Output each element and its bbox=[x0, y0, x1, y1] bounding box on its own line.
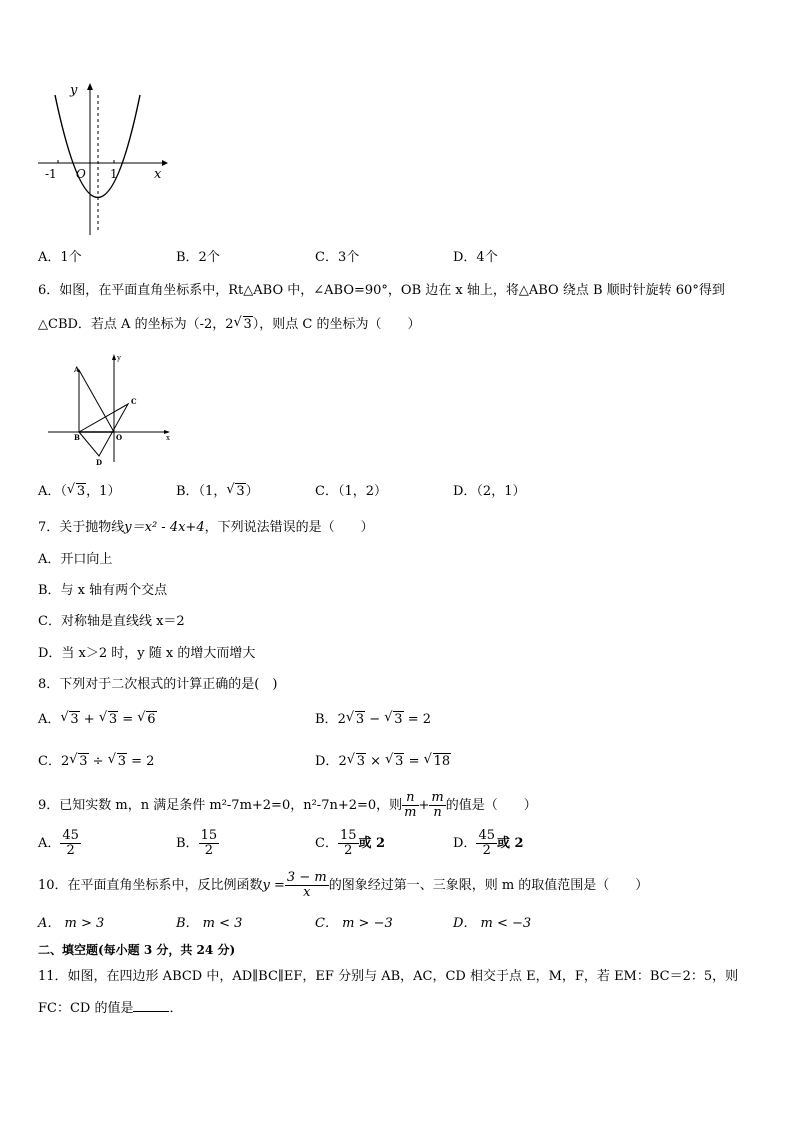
q9-choice-d: D． $\frac{45}{2}$ 或 2 bbox=[453, 828, 524, 858]
q6-label-x: x bbox=[166, 434, 170, 442]
q10-choice-a: A． m > 3 bbox=[38, 916, 105, 931]
q7-stem: 7．关于抛物线y＝x² - 4x+4，下列说法错误的是（ ） bbox=[38, 520, 374, 535]
q10-choice-d: D． m < −3 bbox=[453, 916, 532, 931]
q6-label-b: B bbox=[74, 433, 80, 442]
q8-choice-b: B．2 √ 3 − √ 3 = 2 bbox=[315, 710, 432, 727]
q5-choice-a: A．1个 bbox=[38, 250, 82, 265]
q6-line2-pre: △CBD．若点 A 的坐标为（-2，2 bbox=[38, 317, 234, 332]
q10-choice-b: B． m < 3 bbox=[176, 916, 243, 931]
q6-label-d: D bbox=[96, 458, 103, 467]
q7-choice-b: B．与 x 轴有两个交点 bbox=[38, 583, 168, 598]
q6-rotation-figure bbox=[44, 352, 174, 467]
q5-choice-c: C．3个 bbox=[315, 250, 360, 265]
q5-x-label: x bbox=[154, 167, 162, 182]
q11-stem-line2: FC：CD 的值是 ． bbox=[38, 1001, 183, 1016]
q5-choice-d: D．4个 bbox=[453, 250, 498, 265]
q9-choice-b: B． $\frac{15}{2}$ bbox=[176, 828, 218, 858]
q5-parabola-graph bbox=[30, 80, 170, 240]
q6-line2-post: ），则点 C 的坐标为（ ） bbox=[252, 317, 421, 332]
q5-neg1-label: -1 bbox=[45, 167, 57, 181]
q8-stem: 8．下列对于二次根式的计算正确的是( ) bbox=[38, 677, 278, 692]
q10-choice-c: C． m > −3 bbox=[315, 916, 393, 931]
q6-choice-d: D．（2，1） bbox=[453, 484, 526, 499]
q6-stem-line2 bbox=[38, 316, 421, 334]
q5-one-label: 1 bbox=[110, 167, 118, 181]
q7-choice-c: C．对称轴是直线线 x＝2 bbox=[38, 614, 185, 629]
q5-y-label: y bbox=[70, 83, 78, 98]
q11-answer-blank[interactable] bbox=[133, 999, 169, 1012]
q6-label-o: O bbox=[116, 433, 123, 442]
q6-stem-line1: 6．如图，在平面直角坐标系中，Rt△ABO 中，∠ABO=90°，OB 边在 x 轴上，将△ABO 绕点 B 顺时针旋转 60°得到 bbox=[38, 283, 725, 298]
q7-choice-d: D．当 x＞2 时，y 随 x 的增大而增大 bbox=[38, 646, 256, 661]
q6-label-c: C bbox=[131, 397, 137, 406]
q8-choice-a: A． √ 3 + √ 3 = √ 6 bbox=[38, 710, 156, 727]
q5-choice-b: B．2个 bbox=[176, 250, 220, 265]
section-2-heading: 二、填空题(每小题 3 分，共 24 分) bbox=[38, 943, 236, 957]
q6-choice-c: C．（1，2） bbox=[315, 484, 387, 499]
q6-choice-a: A．（ √ 3，1） bbox=[38, 482, 121, 499]
q7-choice-a: A．开口向上 bbox=[38, 552, 113, 567]
q6-choice-b: B．（1， √ 3） bbox=[176, 482, 259, 499]
q9-stem: 9．已知实数 m，n 满足条件 m²-7m+2=0，n²-7n+2=0，则 $\frac{n}{m}$ + $\frac{m}{n}$ 的值是（ ） bbox=[38, 790, 537, 820]
q8-choice-c: C．2 √ 3 ÷ √ 3 = 2 bbox=[38, 752, 155, 769]
q6-sqrt: √ 3 bbox=[233, 315, 252, 332]
q11-stem-line1: 11．如图，在四边形 ABCD 中，AD∥BC∥EF，EF 分别与 AB，AC，CD 相交于点 E，M，F，若 EM：BC＝2：5，则 bbox=[38, 969, 739, 984]
q5-origin-label: O bbox=[76, 167, 86, 181]
q9-choice-a: A． $\frac{45}{2}$ bbox=[38, 828, 79, 858]
q6-label-a: A bbox=[74, 365, 80, 374]
q9-choice-c: C． $\frac{15}{2}$ 或 2 bbox=[315, 828, 386, 858]
q10-stem: 10．在平面直角坐标系中，反比例函数y = $\frac{3 - m}{x}$ 的图象经过第一、三象限，则 m 的取值范围是（ ） bbox=[38, 870, 649, 900]
q6-label-y: y bbox=[117, 354, 121, 362]
q8-choice-d: D．2 √ 3 × √ 3 = √ 18 bbox=[315, 752, 451, 769]
